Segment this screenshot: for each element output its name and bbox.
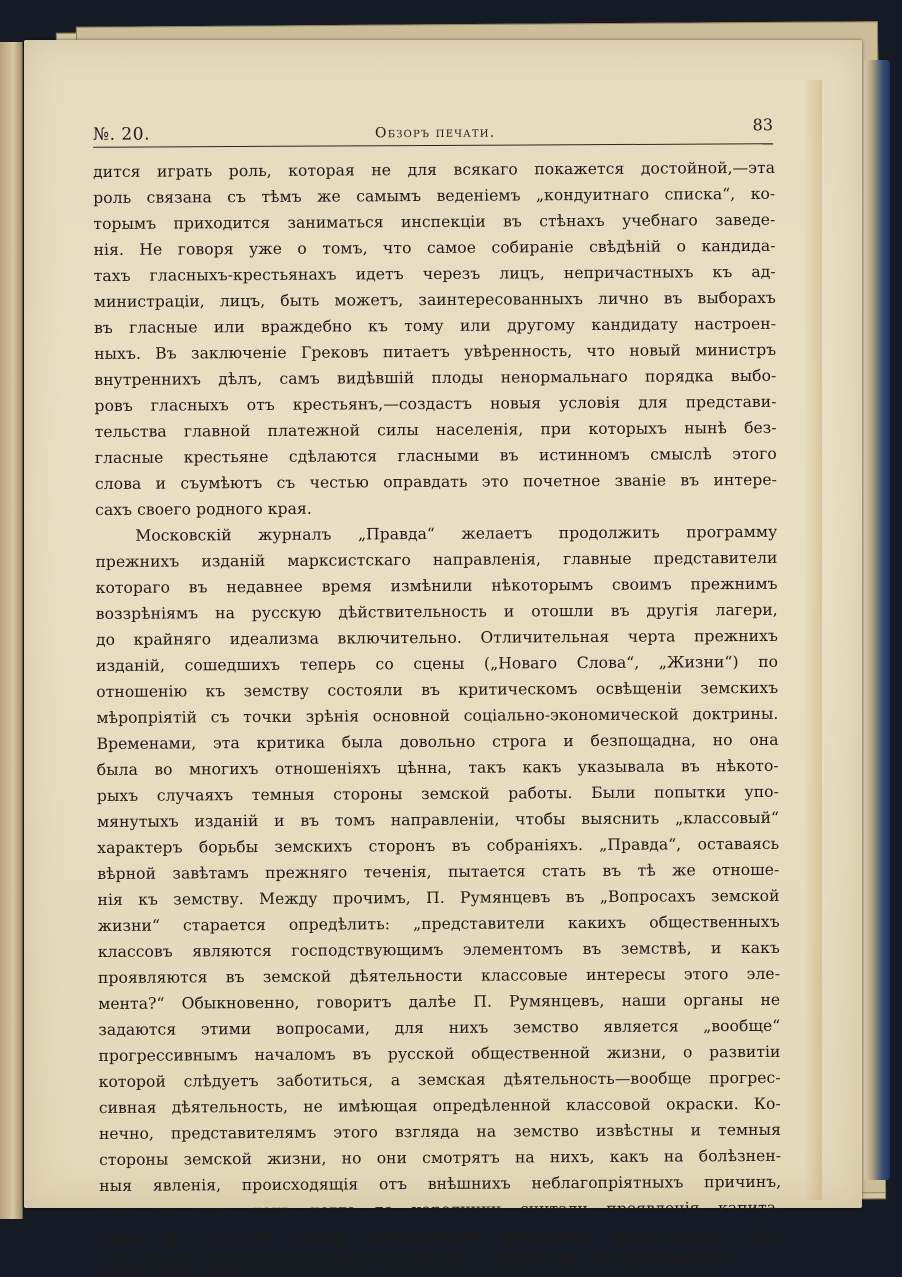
paragraph-start-line: Московскій журналъ „Правда“ желаетъ продолжить программу	[135, 522, 778, 545]
text-line: задаются этими вопросами, для нихъ земство является „вообще“	[98, 1016, 781, 1039]
text-line: нія къ земству. Между прочимъ, П. Румянцевъ въ „Вопросахъ земской	[97, 886, 780, 909]
text-line: прежнихъ изданій марксистскаго направленія, главные представители	[95, 548, 778, 571]
text-line: виваемымъ здоровому народному организму“. Широкому распространенію	[99, 1251, 729, 1273]
text-line: мѣропріятій съ точки зрѣнія основной соціально-экономической доктрины.	[96, 704, 779, 727]
text-line: Временами, эта критика была довольно строга и безпощадна, но она	[96, 730, 779, 753]
text-line: тахъ гласныхъ-крестьянахъ идетъ черезъ лицъ, непричастныхъ къ ад-	[93, 262, 776, 285]
text-line: дится играть роль, которая не для всякаго покажется достойной,—эта	[93, 158, 776, 181]
running-header	[93, 115, 773, 148]
text-line: роль связана съ тѣмъ же самымъ веденіемъ „кондуитнаго списка“, ко-	[93, 184, 776, 207]
text-line: ровъ гласныхъ отъ крестьянъ,—создастъ новыя условія для представи-	[94, 392, 777, 415]
text-line: классовъ являются господствующимъ элементомъ въ земствѣ, и какъ	[97, 938, 780, 961]
text-line: торымъ приходится заниматься инспекціи въ стѣнахъ учебнаго заведе-	[93, 210, 776, 233]
text-line: отношенію къ земству состояли въ критическомъ освѣщеніи земскихъ	[96, 678, 779, 701]
text-line: въ гласные или враждебно къ тому или другому кандидату настроен-	[93, 314, 777, 337]
page-edge-stain	[804, 80, 822, 1200]
text-line: рыхъ случаяхъ темныя стороны земской работы. Были попытки упо-	[96, 782, 779, 805]
text-line: стороны земской жизни, но они смотрятъ на нихъ, какъ на болѣзнен-	[99, 1146, 782, 1169]
text-line: министраціи, лицъ, быть можетъ, заинтересованныхъ лично въ выборахъ	[93, 288, 776, 311]
text-line: до крайняго идеализма включительно. Отличительная черта прежнихъ	[95, 626, 778, 649]
text-line: характеръ борьбы земскихъ сторонъ въ собраніяхъ. „Правда“, оставаясь	[97, 834, 780, 857]
text-line: была во многихъ отношеніяхъ цѣнна, такъ какъ указывала въ нѣкото-	[96, 756, 779, 779]
text-line: изданій, сошедшихъ теперь со сцены („Новаго Слова“, „Жизни“) по	[96, 652, 779, 675]
text-line: которой слѣдуетъ заботиться, а земская дѣятельность—вообще прогрес-	[98, 1068, 781, 1091]
text-line: вѣрной завѣтамъ прежняго теченія, пытается стать въ тѣ же отноше-	[97, 860, 780, 883]
text-line: внутреннихъ дѣлъ, самъ видѣвшій плоды ненормальнаго порядка выбо-	[94, 366, 777, 389]
text-line: тельства главной платежной силы населенія, при которыхъ нынѣ без-	[94, 418, 777, 441]
text-line: ныхъ. Въ заключеніе Грековъ питаетъ увѣренность, что новый министръ	[94, 340, 777, 363]
text-line: мянутыхъ изданій и въ томъ направленіи, чтобы выяснить „классовый“	[96, 808, 780, 831]
text-line: сивная дѣятельность, не имѣющая опредѣленной классовой окраски. Ко-	[98, 1094, 781, 1117]
text-line: гласные крестьяне сдѣлаются гласными въ истинномъ смыслѣ этого	[94, 444, 777, 467]
text-line: проявляются въ земской дѣятельности классовые интересы этого эле-	[97, 964, 781, 987]
adjacent-page-edge	[0, 42, 23, 1219]
text-line: лизма въ русской жизни болѣзненнымъ наростомъ, искусственно при-	[99, 1224, 782, 1247]
text-line: жизни“ старается опредѣлить: „представители какихъ общественныхъ	[97, 912, 780, 935]
body-text	[93, 155, 782, 1277]
text-line: воззрѣніямъ на русскую дѣйствительность и отошли въ другія лагери,	[95, 600, 778, 623]
text-line: прогрессивнымъ началомъ въ русской общественной жизни, о развитіи	[98, 1042, 781, 1065]
text-line: точь въ точь, какъ когда то народники считали проявленія капита-	[99, 1198, 782, 1221]
book-binding-edge	[864, 60, 890, 1180]
text-line: нія. Не говоря уже о томъ, что самое собираніе свѣдѣній о кандида-	[93, 236, 776, 259]
paragraph-end-line: сахъ своего родного края.	[95, 499, 312, 519]
text-line: нечно, представителямъ этого взгляда на земство извѣстны и темныя	[98, 1120, 781, 1143]
issue-number: №. 20.	[92, 124, 151, 145]
page-number: 83	[752, 115, 774, 135]
text-line: котораго въ недавнее время измѣнили нѣкоторымъ своимъ прежнимъ	[95, 574, 778, 597]
text-line: мента?“ Обыкновенно, говоритъ далѣе П. Румянцевъ, наши органы не	[98, 990, 781, 1013]
section-title: Обзоръ печати.	[374, 124, 496, 142]
text-line: слова и съумѣютъ съ честью оправдать это почетное званіе въ интере-	[94, 470, 778, 493]
text-line: ныя явленія, происходящія отъ внѣшнихъ неблагопріятныхъ причинъ,	[99, 1172, 782, 1195]
